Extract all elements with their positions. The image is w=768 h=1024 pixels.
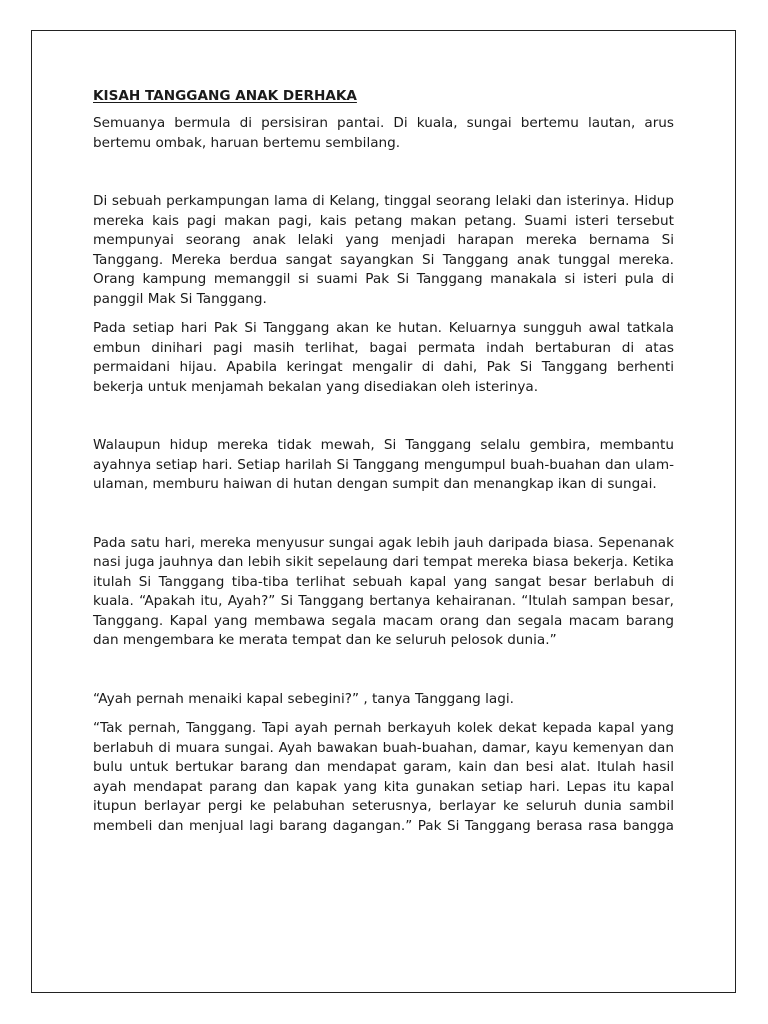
- paragraph-2: Di sebuah perkampungan lama di Kelang, tinggal seorang lelaki dan isterinya. Hidup mereka kais pagi makan pagi, kais petang makan petang. Suami isteri tersebut mempunyai seorang anak lelaki yang menjadi harapan mereka bernama Si Tanggang. Mereka berdua sangat sayangkan Si Tanggang anak tunggal mereka. Orang kampung memanggil si suami Pak Si Tanggang manakala si isteri pula di panggil Mak Si Tanggang.: [93, 193, 674, 307]
- paragraph-1: Semuanya bermula di persisiran pantai. Di kuala, sungai bertemu lautan, arus bertemu ombak, haruan bertemu sembilang.: [93, 115, 674, 151]
- paragraph-3: Pada setiap hari Pak Si Tanggang akan ke hutan. Keluarnya sungguh awal tatkala embun dinihari pagi masih terlihat, bagai permata indah bertaburan di atas permaidani hijau. Apabila keringat mengalir di dahi, Pak Si Tanggang berhenti bekerja untuk menjamah bekalan yang disediakan oleh isterinya.: [93, 320, 674, 395]
- document-body: [93, 87, 674, 836]
- paragraph-7: “Tak pernah, Tanggang. Tapi ayah pernah berkayuh kolek dekat kepada kapal yang berlabuh di muara sungai. Ayah bawakan buah-buahan, damar, kayu kemenyan dan bulu untuk bertukar barang dan mendapat garam, kain dan besi alat. Itulah hasil ayah mendapat parang dan kapak yang kita gunakan setiap hari. Lepas itu kapal itupun berlayar pergi ke pelabuhan seterusnya, berlayar ke seluruh dunia sambil membeli dan menjual lagi barang dagangan.” Pak Si Tanggang berasa rasa bangga: [93, 720, 674, 834]
- paragraph-6: “Ayah pernah menaiki kapal sebegini?” , tanya Tanggang lagi.: [93, 690, 514, 707]
- paragraph-5: Pada satu hari, mereka menyusur sungai agak lebih jauh daripada biasa. Sepenanak nasi juga jauhnya dan lebih sikit sepelaung dari tempat mereka biasa bekerja. Ketika itulah Si Tanggang tiba-tiba terlihat sebuah kapal yang sangat besar berlabuh di kuala. “Apakah itu, Ayah?” Si Tanggang bertanya kehairanan. “Itulah sampan besar, Tanggang. Kapal yang membawa segala macam orang dan segala macam barang dan mengembara ke merata tempat dan ke seluruh pelosok dunia.”: [93, 534, 674, 648]
- document-title: KISAH TANGGANG ANAK DERHAKA: [93, 88, 357, 104]
- paragraph-4: Walaupun hidup mereka tidak mewah, Si Tanggang selalu gembira, membantu ayahnya setiap hari. Setiap harilah Si Tanggang mengumpul buah-buahan dan ulam-ulaman, memburu haiwan di hutan dengan sumpit dan menangkap ikan di sungai.: [93, 437, 674, 492]
